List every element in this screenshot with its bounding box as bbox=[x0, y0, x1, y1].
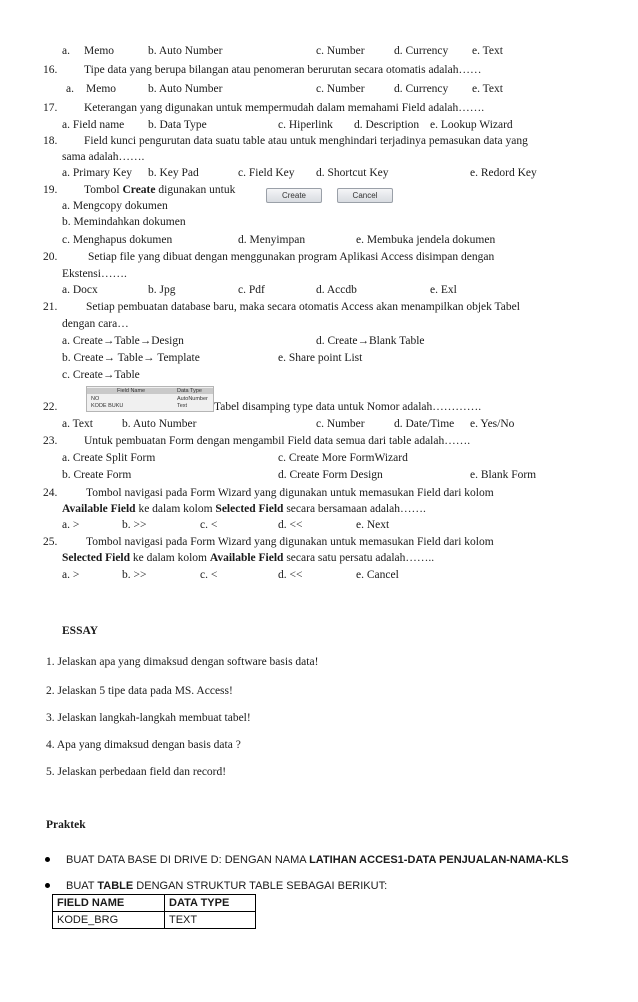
table-cell: KODE_BRG bbox=[53, 912, 165, 929]
bullet-icon bbox=[45, 883, 50, 888]
thumb-row-1: NO AutoNumber bbox=[91, 396, 208, 402]
essay-item-5: 5. Jelaskan perbedaan field dan record! bbox=[46, 766, 227, 778]
praktek-step-2: BUAT TABLE DENGAN STRUKTUR TABLE SEBAGAI BERIKUT: bbox=[66, 880, 388, 892]
essay-item-3: 3. Jelaskan langkah-langkah membuat tabel! bbox=[46, 712, 251, 724]
essay-heading: ESSAY bbox=[62, 625, 99, 637]
thumb-row-2: KODE BUKU Text bbox=[91, 403, 188, 409]
bullet-icon bbox=[45, 857, 50, 862]
essay-item-1: 1. Jelaskan apa yang dimaksud dengan software basis data! bbox=[46, 656, 319, 668]
praktek-step-1: BUAT DATA BASE DI DRIVE D: DENGAN NAMA LATIHAN ACCES1-DATA PENJUALAN-NAMA-KLS bbox=[66, 854, 569, 866]
essay-item-2: 2. Jelaskan 5 tipe data pada MS. Access! bbox=[46, 685, 233, 697]
table-header-cell: FIELD NAME bbox=[53, 895, 165, 912]
thumb-header-row: Field Name Data Type bbox=[87, 388, 213, 394]
cancel-button-image: Cancel bbox=[337, 188, 393, 203]
table-header-row bbox=[53, 895, 256, 912]
table-row bbox=[53, 912, 256, 929]
praktek-heading: Praktek bbox=[46, 819, 86, 831]
essay-item-4: 4. Apa yang dimaksud dengan basis data ? bbox=[46, 739, 241, 751]
table-header-cell: DATA TYPE bbox=[165, 895, 256, 912]
table-cell: TEXT bbox=[165, 912, 256, 929]
create-button-image: Create bbox=[266, 188, 322, 203]
field-structure-table bbox=[52, 894, 256, 929]
field-table-thumbnail bbox=[86, 386, 214, 412]
